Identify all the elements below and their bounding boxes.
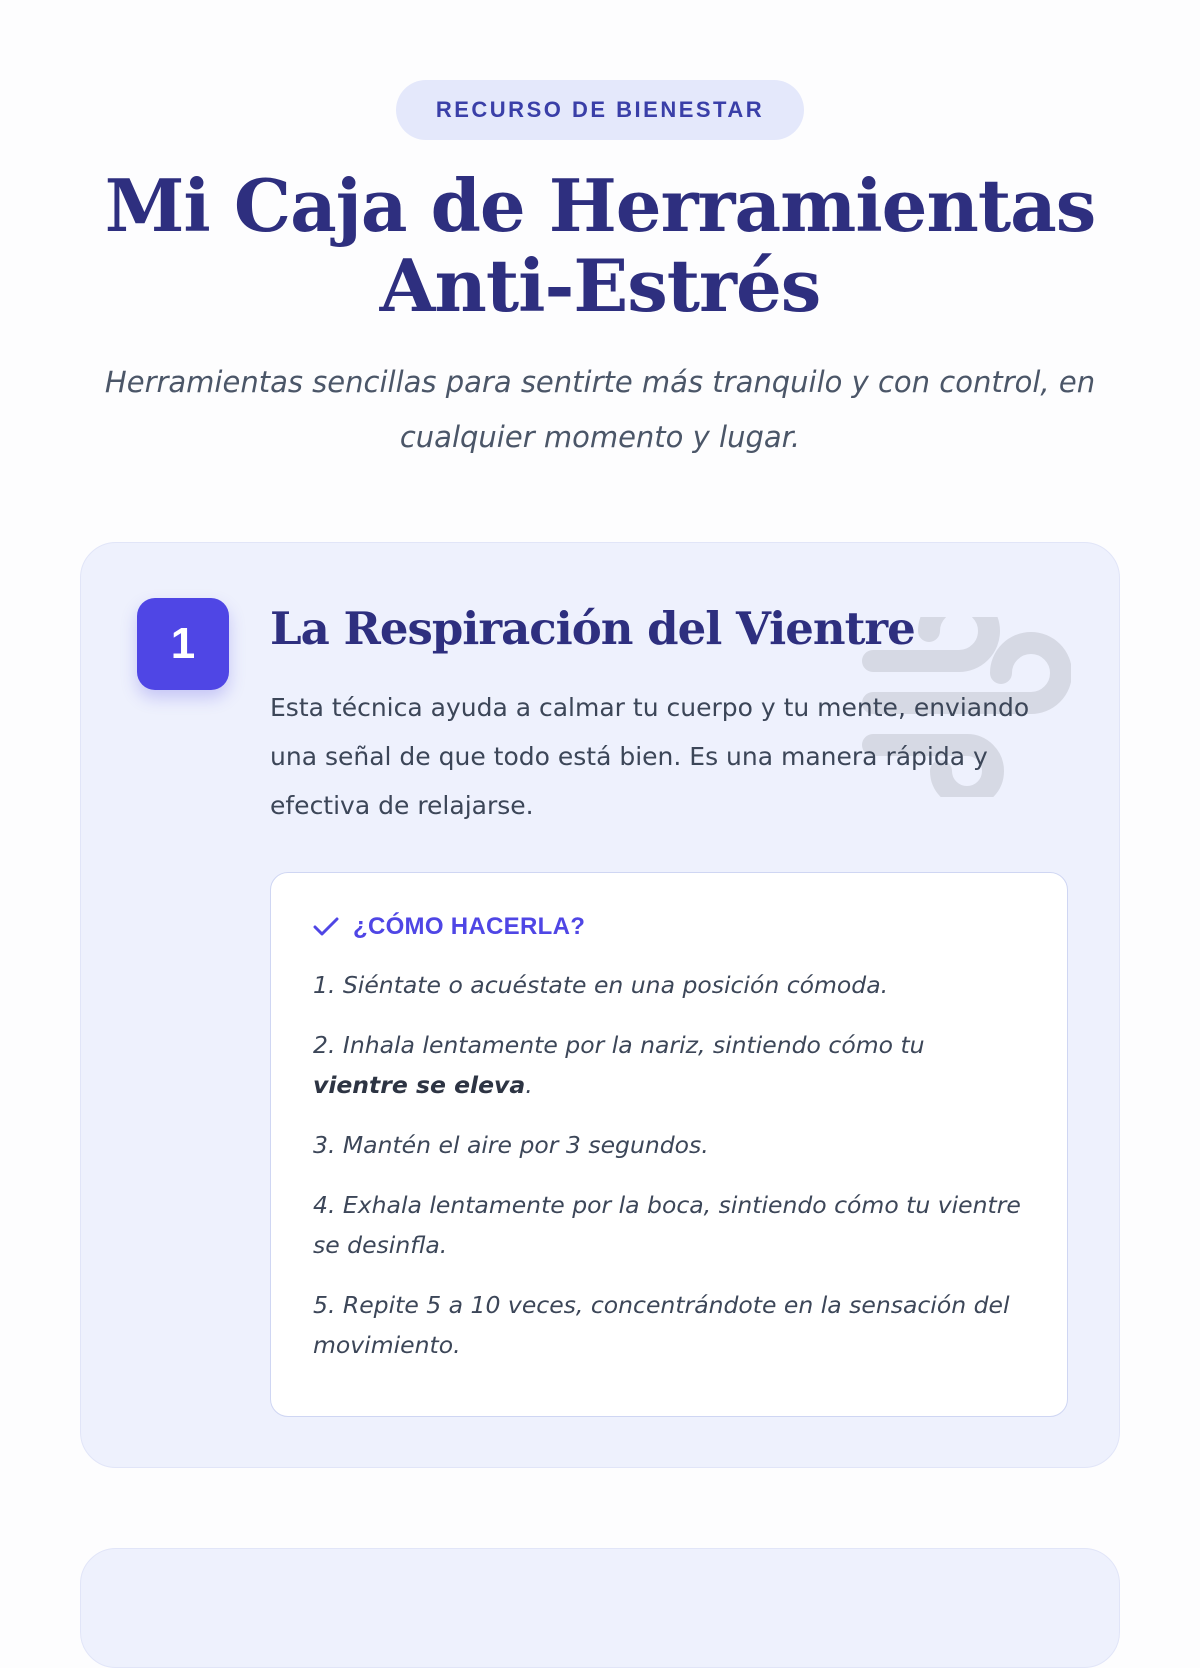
instructions-heading: [313, 913, 585, 941]
step-item: 3. Mantén el aire por 3 segundos.: [313, 1131, 709, 1159]
step-item: 1. Siéntate o acuéstate en una posición cómoda.: [313, 971, 889, 999]
instructions-box: [270, 872, 1068, 1417]
step-item: 4. Exhala lentamente por la boca, sintiendo cómo tu vientre se desinfla.: [313, 1191, 1021, 1259]
instructions-heading-label: ¿CÓMO HACERLA?: [353, 913, 586, 940]
checkmark-icon: [313, 916, 339, 938]
tool-description: Esta técnica ayuda a calmar tu cuerpo y tu mente, enviando una señal de que todo está bien. Es una manera rápida y efectiva de relajarse.: [270, 693, 1030, 820]
step-text-end: .: [525, 1071, 533, 1099]
category-badge: RECURSO DE BIENESTAR: [396, 80, 804, 140]
tool-card: [80, 542, 1120, 1468]
steps-list: [313, 965, 1023, 1385]
step-item: [313, 1025, 1023, 1105]
page-title-line-2: Anti-Estrés: [379, 243, 821, 328]
step-item: 5. Repite 5 a 10 veces, concentrándote en la sensación del movimiento.: [313, 1291, 1010, 1359]
page-title: [60, 163, 1140, 328]
page-title-line-1: Mi Caja de Herramientas: [104, 163, 1096, 248]
next-tool-card: [80, 1548, 1120, 1668]
step-emphasis: vientre se eleva: [313, 1071, 526, 1099]
page-subtitle: Herramientas sencillas para sentirte más tranquilo y con control, en cualquier momento y lugar.: [104, 365, 1096, 454]
tool-number-badge: 1: [137, 598, 229, 690]
step-text: 2. Inhala lentamente por la nariz, sintiendo cómo tu: [313, 1031, 925, 1059]
tool-title: La Respiración del Vientre: [270, 602, 915, 655]
